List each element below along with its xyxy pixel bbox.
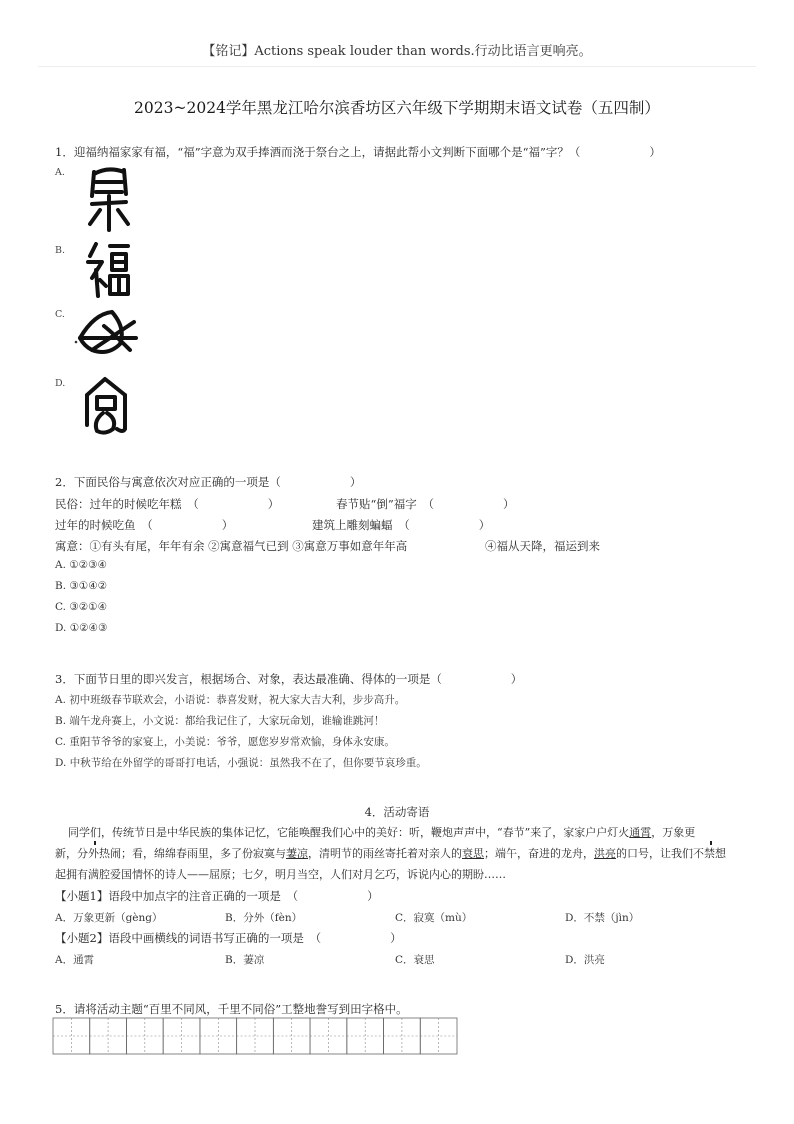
grid-cell[interactable] — [163, 1018, 200, 1054]
grid-cell[interactable] — [273, 1018, 310, 1054]
question-2-option-c[interactable]: C. ③②①④ — [55, 601, 107, 613]
question-3-option-b[interactable]: B. 端午龙舟赛上，小文说：都给我记住了，大家玩命划，谁输谁跳河！ — [55, 715, 385, 727]
question-3-option-c[interactable]: C. 重阳节爷爷的家宴上，小美说：爷爷，愿您岁岁常欢愉，身体永安康。 — [55, 736, 395, 748]
seal-glyph-b-icon — [86, 240, 130, 298]
question-4-sub-1-option-a[interactable]: A．万象更新（gèng） — [55, 912, 163, 924]
grid-cell[interactable] — [237, 1018, 274, 1054]
question-1-option-d-label[interactable]: D. — [55, 378, 66, 389]
grid-cell[interactable] — [126, 1018, 163, 1054]
question-4-sub-1-option-d[interactable]: D．不禁（jìn） — [565, 912, 640, 924]
dotted-char-jin: 禁 — [704, 847, 715, 860]
question-2-custom-row-2a: 过年的时候吃鱼 （ ） — [55, 518, 234, 532]
question-1-stem: 1．迎福纳福家家有福，“福”字意为双手捧酒而浇于祭台之上，请据此帮小文判断下面哪个是“福”字？（ ） — [55, 145, 661, 159]
question-3-stem: 3．下面节日里的即兴发言，根据场合、对象，表达最准确、得体的一项是（ ） — [55, 672, 523, 686]
question-2-custom-row-2b: 建筑上雕刻蝙蝠 （ ） — [312, 518, 491, 532]
passage-text: 同学们，传统节日是中华民族的集体记忆，它能唤醒我们心中的美好：听，鞭炮声声中，“春节”来了，家家户户灯火 — [68, 826, 630, 839]
question-3-option-a[interactable]: A. 初中班级春节联欢会，小语说：恭喜发财，祝大家大吉大利，步步高升。 — [55, 694, 406, 706]
underlined-word-qiliang: 萋凉 — [286, 847, 308, 860]
question-4-sub-1-option-c[interactable]: C．寂寞（mù） — [395, 912, 473, 924]
question-4-heading: 4．活动寄语 — [364, 805, 430, 819]
question-2-option-d[interactable]: D. ①②④③ — [55, 622, 108, 634]
question-4-passage-line-1 — [68, 822, 695, 843]
tianzige-writing-grid[interactable] — [53, 1018, 457, 1054]
question-2-option-a[interactable]: A. ①②③④ — [55, 559, 107, 571]
grid-cell[interactable] — [90, 1018, 127, 1054]
question-4-sub-2-option-b[interactable]: B．萋凉 — [225, 954, 265, 966]
seal-glyph-a-icon — [88, 166, 130, 232]
passage-text: 热闹；看，绵绵春雨里，多了份 — [99, 847, 253, 860]
question-2-custom-row-1a: 民俗：过年的时候吃年糕 （ ） — [55, 497, 280, 511]
page-title: 2023~2024学年黑龙江哈尔滨香坊区六年级下学期期末语文试卷（五四制） — [134, 99, 660, 117]
question-4-sub-1-option-b[interactable]: B．分外（fèn） — [225, 912, 303, 924]
passage-text: 新，分 — [55, 847, 88, 860]
dotted-char-fen: 外 — [88, 847, 99, 860]
question-4-sub-2-stem: 【小题2】语段中画横线的词语书写正确的一项是 （ ） — [55, 931, 402, 945]
seal-glyph-c-icon — [74, 308, 140, 358]
question-5-stem: 5．请将活动主题“百里不同风，千里不同俗”工整地誊写到田字格中。 — [55, 1002, 408, 1016]
question-1-option-c-label[interactable]: C. — [55, 309, 65, 320]
question-2-stem: 2．下面民俗与寓意依次对应正确的一项是（ ） — [55, 475, 362, 489]
header-divider — [38, 66, 756, 67]
grid-cell[interactable] — [310, 1018, 347, 1054]
passage-text: 的口号，让我们不 — [616, 847, 704, 860]
question-4-sub-2-option-d[interactable]: D．洪亮 — [565, 954, 605, 966]
passage-text: 与 — [275, 847, 286, 860]
passage-text: 想 — [715, 847, 726, 860]
question-4-passage-line-2 — [55, 843, 726, 864]
grid-cell[interactable] — [200, 1018, 237, 1054]
page-header-motto: 【铭记】Actions speak louder than words.行动比语言更响亮。 — [202, 44, 592, 59]
question-4-sub-2-option-a[interactable]: A．通霄 — [55, 954, 95, 966]
passage-text: ，万象更 — [651, 826, 696, 839]
grid-cell[interactable] — [53, 1018, 90, 1054]
question-2-custom-row-1b: 春节贴“倒”福字 （ ） — [336, 497, 515, 511]
question-4-passage-line-3: 起拥有满腔爱国情怀的诗人——屈原；七夕，明月当空，人们对月乞巧，诉说内心的期盼…… — [55, 868, 506, 881]
seal-glyph-d-icon — [83, 375, 129, 435]
question-1-option-b-label[interactable]: B. — [55, 245, 66, 256]
underlined-word-hongliang: 洪亮 — [594, 847, 616, 860]
underlined-word-shuaisi: 衰思 — [462, 847, 484, 860]
grid-cell[interactable] — [420, 1018, 457, 1054]
question-2-meaning-row-b: ④福从天降，福运到来 — [485, 539, 600, 553]
grid-cell[interactable] — [347, 1018, 384, 1054]
question-4-sub-1-stem: 【小题1】语段中加点字的注音正确的一项是 （ ） — [55, 889, 379, 903]
question-4-sub-2-option-c[interactable]: C．衰思 — [395, 954, 435, 966]
question-3-option-d[interactable]: D. 中秋节给在外留学的哥哥打电话，小强说：虽然我不在了，但你要节哀珍重。 — [55, 757, 427, 769]
passage-text: 寂寞 — [253, 847, 275, 860]
question-2-option-b[interactable]: B. ③①④② — [55, 580, 108, 592]
grid-cell[interactable] — [384, 1018, 421, 1054]
underlined-word-tongxiao: 通霄 — [629, 826, 652, 839]
passage-text: ；端午，奋进的龙舟， — [484, 847, 594, 860]
passage-text: ，清明节的雨丝寄托着对亲人的 — [308, 847, 462, 860]
question-1-option-a-label[interactable]: A. — [55, 167, 65, 178]
question-2-meaning-row-a: 寓意：①有头有尾，年年有余 ②寓意福气已到 ③寓意万事如意年年高 — [55, 539, 408, 553]
